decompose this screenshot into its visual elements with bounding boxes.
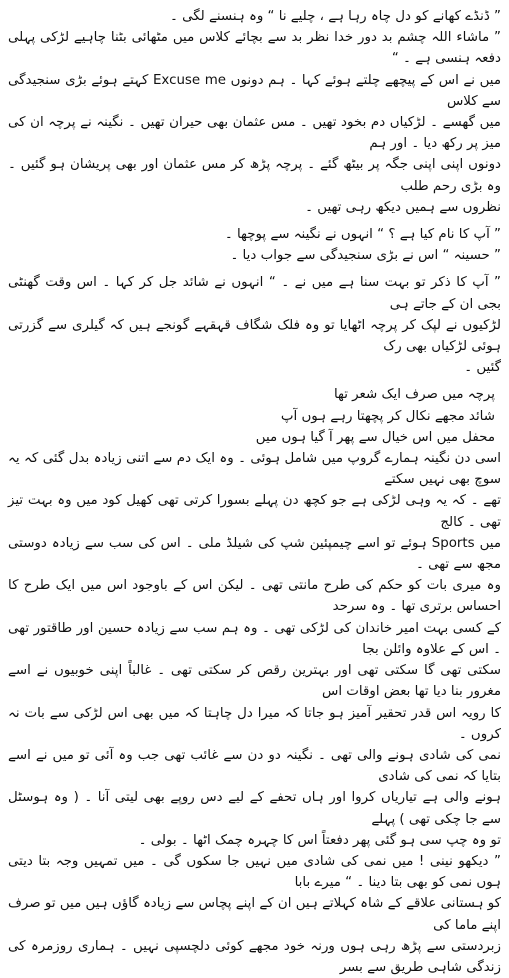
text-line: کو ہستانی علاقے کے شاہ کہلاتے ہیں ان کے اپنے پچاس سے زیادہ گاؤں ہیں میں تو صرف اپنے ماما کی: [8, 896, 501, 933]
paragraph-6: [8, 745, 501, 936]
paragraph-3: [8, 224, 501, 266]
text-line: کے کسی بہت امیر خاندان کی لڑکی تھی ۔ وہ ہم سب سے زیادہ حسین اور طاقتور تھی ۔ اس کے علاوہ وائلن بجا: [8, 620, 501, 657]
text-line: ” دیکھو نینی ! میں نمی کی شادی میں نہیں جا سکوں گی ۔ میں تمہیں وجہ بتا دیتی ہوں نمی کو بھی بتا دینا ۔ “ میرے بابا: [8, 853, 501, 891]
text-line: کا رویہ اس قدر تحقیر آمیز ہو جاتا کہ میرا دل چاہتا کہ میں بھی اس لڑکی سے بات نہ کروں ۔: [8, 705, 501, 742]
poem-block: [8, 384, 501, 448]
text-line: تھے ۔ کہ یہ وہی لڑکی ہے جو کچھ دن پہلے بسورا کرتی تھی کھیل کود میں وہ بہت تیز تھی ۔ کالج: [8, 493, 501, 530]
text-line: نظروں سے ہمیں دیکھ رہی تھیں ۔: [305, 199, 501, 215]
text-line: ہونے والی ہے تیاریاں کروا اور ہاں تحفے کے لیے دس روپے بھی لیتی آنا ۔ ( وہ ہوسٹل سے جا چکی تھی ) پہلے: [8, 790, 501, 827]
text-line: ” آپ کا ذکر تو بہت سنا ہے میں نے ۔ “ انہوں نے شائد جل کر کہا ۔ اس وقت گھنٹی بجی ان کے جاتے ہی: [8, 275, 501, 312]
text-line: ” ماشاء اللہ چشم بد دور خدا نظر بد سے بچائے کلاس میں مٹھائی بٹنا چاہیے لڑکی پہلی دفعہ ہنسی ہے ۔ “: [8, 30, 501, 67]
text-line: میں نے اس کے پیچھے چلتے ہوئے کہا ۔ ہم دونوں Excuse me کہتے ہوئے بڑی سنجیدگی سے کلاس: [8, 72, 502, 109]
verse-line: شائد مجھے نکال کر پچھتا رہے ہوں آپ: [280, 408, 495, 424]
paragraph-4: [8, 272, 501, 378]
text-line: پرچہ میں صرف ایک شعر تھا: [333, 387, 495, 403]
text-line: وہ میری بات کو حکم کی طرح مانتی تھی ۔ لیکن اس کے باوجود اس میں ایک طرح کا احساس برتری تھا ۔ وہ سرحد: [8, 578, 501, 615]
text-line: زبردستی سے پڑھ رہی ہوں ورنہ خود مجھے کوئی دلچسپی نہیں ۔ ہماری روزمرہ کی زندگی شاہی طریق سے بسر: [8, 938, 501, 975]
text-line: نمی کی شادی ہونے والی تھی ۔ نگینہ دو دن سے غائب تھی جب وہ آئی تو میں نے اسے بتایا کہ نمی کی شادی: [8, 747, 501, 785]
paragraph-1: [8, 6, 501, 27]
text-line: لڑکیوں نے لپک کر پرچہ اٹھایا تو وہ فلک شگاف قہقہے گونجے ہیں کہ گیلری سے گزرتی ہوئی لڑکیاں بھی رک: [8, 317, 501, 355]
text-line: سکتی تھی گا سکتی تھی اور بہترین رقص کر سکتی تھی ۔ غالباً اپنی خوبیوں نے اسے مغرور بنا دیا تھا بعض اوقات اس: [8, 663, 501, 700]
text-line: گئیں ۔: [464, 360, 501, 376]
text-line: اسی دن نگینہ ہمارے گروپ میں شامل ہوئی ۔ وہ ایک دم سے اتنی زیادہ بدل گئی کہ یہ سوچ بھی نہیں سکتے: [8, 451, 501, 488]
text-line: ” آپ کا نام کیا ہے ؟ “ انہوں نے نگینہ سے پوچھا ۔: [224, 227, 501, 243]
verse-line: محفل میں اس خیال سے پھر آ گیا ہوں میں: [255, 429, 495, 445]
paragraph-5: [8, 448, 501, 745]
text-line: میں گھسے ۔ لڑکیاں دم بخود تھیں ۔ مس عثمان بھی حیران تھیں ۔ نگینہ نے پرچہ ان کی میز پر رکھ دیا ۔ اور ہم: [8, 115, 501, 152]
text-line: دونوں اپنی اپنی جگہ پر بیٹھ گئے ۔ پرچہ پڑھ کر مس عثمان اور بھی پریشان ہو گئیں ۔ وہ بڑی رحم طلب: [8, 157, 501, 194]
text-line: تو وہ چپ سی ہو گئی پھر دفعتاً اس کا چہرہ چمک اٹھا ۔ بولی ۔: [138, 832, 501, 848]
text-line: ” حسینہ “ اس نے بڑی سنجیدگی سے جواب دیا ۔: [230, 248, 501, 264]
paragraph-2: [8, 27, 501, 218]
paragraph-7: [8, 936, 501, 978]
text-line: میں Sports ہوئے تو اسے چیمپئین شپ کی شیلڈ ملی ۔ اس کی سب سے زیادہ دوستی مجھ سے تھی ۔: [8, 535, 502, 573]
text-line: ” ڈنڈے کھانے کو دل چاہ رہا ہے ، چلیے نا “ وہ ہنسنے لگی ۔: [170, 9, 501, 24]
